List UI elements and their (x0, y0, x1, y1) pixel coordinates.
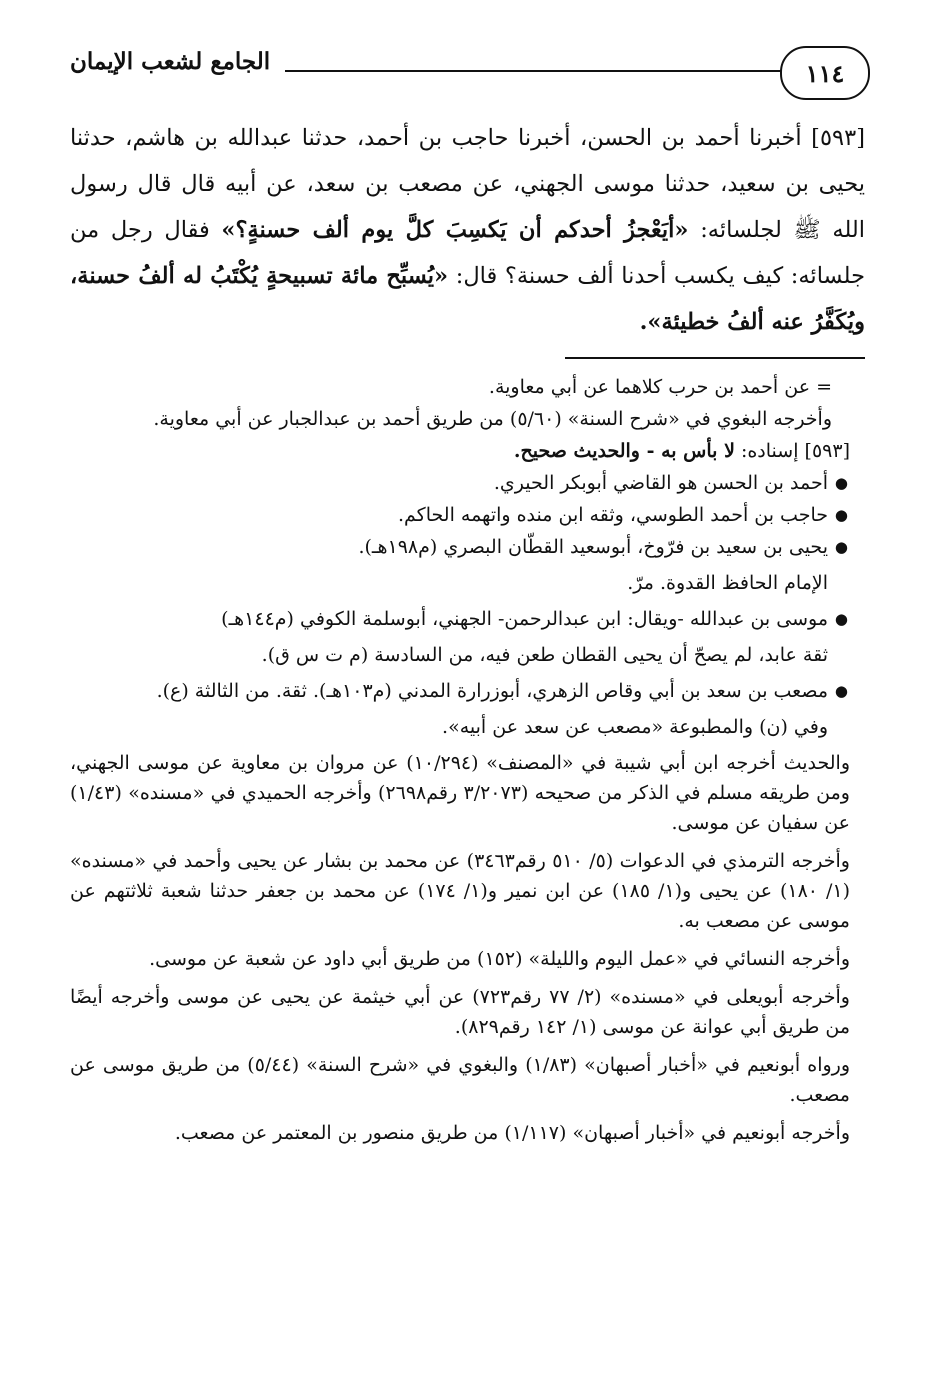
page-number: ١١٤ (780, 46, 870, 100)
isnad-heading (70, 436, 850, 466)
narrator-item: ● يحيى بن سعيد بن فرّوخ، أبوسعيد القطّان البصري (م١٩٨هـ). (70, 532, 850, 562)
narrator-note: الإمام الحافظ القدوة. مرّ. (627, 572, 828, 594)
takhrij-paragraph: وأخرجه النسائي في «عمل اليوم والليلة» (١٥٢) من طريق أبي داود عن شعبة عن موسى. (149, 948, 850, 970)
takhrij-paragraph: وأخرجه أبونعيم في «أخبار أصبهان» (١/١١٧) من طريق منصور بن المعتمر عن مصعب. (174, 1122, 850, 1144)
hadith-question: فقال رجل من جلسائه: كيف يكسب أحدنا ألف حسنة؟ قال: (70, 217, 865, 289)
takhrij-paragraph: وأخرجه الترمذي في الدعوات (٥/ ٥١٠ رقم٣٤٦٣) عن محمد بن بشار عن يحيى وأحمد في «مسنده» (١/ ١٨٠) عن يحيى و(١/ ١٨٥) عن ابن نمير و(١/ ١٧٤) عن محمد بن جعفر حدثنا شعبة ثلاثتهم عن موسى عن مصعب به. (70, 850, 850, 932)
bullet-icon: ● (834, 506, 848, 524)
narrator-item: ● أحمد بن الحسن هو القاضي أبوبكر الحيري. (70, 468, 850, 498)
bullet-icon: ● (834, 538, 848, 556)
header-rule (285, 70, 782, 72)
bullet-icon: ● (834, 610, 848, 628)
hadith-quote-1: «أيَعْجزُ أحدكم أن يَكسِبَ كلَّ يوم ألف حسنةٍ؟» (221, 217, 689, 243)
isnad-label: [٥٩٣] إسناده: (740, 440, 850, 462)
narrator-list (70, 468, 850, 742)
takhrij-paragraph: والحديث أخرجه ابن أبي شيبة في «المصنف» (١٠/٢٩٤) عن مروان بن معاوية عن موسى الجهني، ومن طريقه مسلم في الذكر من صحيحه (٣/٢٠٧٣ رقم٢٦٩٨) وأخرجه الحميدي في «مسنده» (١/٤٣) عن سفيان عن موسى. (70, 752, 850, 834)
narrator-item: ● حاجب بن أحمد الطوسي، وثقه ابن منده واتهمه الحاكم. (70, 500, 850, 530)
takhrij-paragraph: وأخرجه أبويعلى في «مسنده» (٢/ ٧٧ رقم٧٢٣) عن أبي خيثمة عن يحيى عن موسى وأخرجه أيضًا من طريق أبي عوانة عن موسى (١/ ١٤٢ رقم٨٢٩). (70, 986, 850, 1038)
note-baghawi: وأخرجه البغوي في «شرح السنة» (٥/٦٠) من طريق أحمد بن عبدالجبار عن أبي معاوية. (153, 408, 832, 430)
hadith-text (70, 115, 865, 345)
footnote-divider (565, 357, 865, 359)
narrator-item: ● موسى بن عبدالله -ويقال: ابن عبدالرحمن- الجهني، أبوسلمة الكوفي (م١٤٤هـ) (70, 604, 850, 634)
bullet-icon: ● (834, 474, 848, 492)
page-header (70, 40, 870, 110)
narrator-note: ثقة عابد، لم يصحّ أن يحيى القطان طعن فيه، من السادسة (م ت س ق). (261, 644, 828, 666)
note-continuation: = عن أحمد بن حرب كلاهما عن أبي معاوية. (488, 376, 832, 398)
bullet-icon: ● (834, 682, 848, 700)
book-title: الجامع لشعب الإيمان (70, 48, 271, 75)
hadith-chain: [٥٩٣] أخبرنا أحمد بن الحسن، أخبرنا حاجب بن أحمد، حدثنا عبدالله بن هاشم، حدثنا يحيى بن سعيد، حدثنا موسى الجهني، عن مصعب بن سعد، عن أبيه قال قال رسول الله ﷺ لجلسائه: (70, 125, 866, 243)
footnotes (70, 372, 850, 1156)
narrator-note: وفي (ن) والمطبوعة «مصعب عن سعد عن أبيه». (442, 716, 828, 738)
narrator-item: ● مصعب بن سعد بن أبي وقاص الزهري، أبوزرارة المدني (م١٠٣هـ). ثقة. من الثالثة (ع). (70, 676, 850, 706)
takhrij-paragraph: ورواه أبونعيم في «أخبار أصبهان» (١/٨٣) والبغوي في «شرح السنة» (٥/٤٤) من طريق موسى عن مصعب. (70, 1054, 851, 1106)
isnad-grade: لا بأس به - والحديث صحيح. (513, 440, 735, 462)
hadith-quote-2: «يُسبِّح مائة تسبيحةٍ يُكْتَبُ له ألفُ حسنة، ويُكَفَّرُ عنه ألفُ خطيئة». (70, 263, 865, 335)
